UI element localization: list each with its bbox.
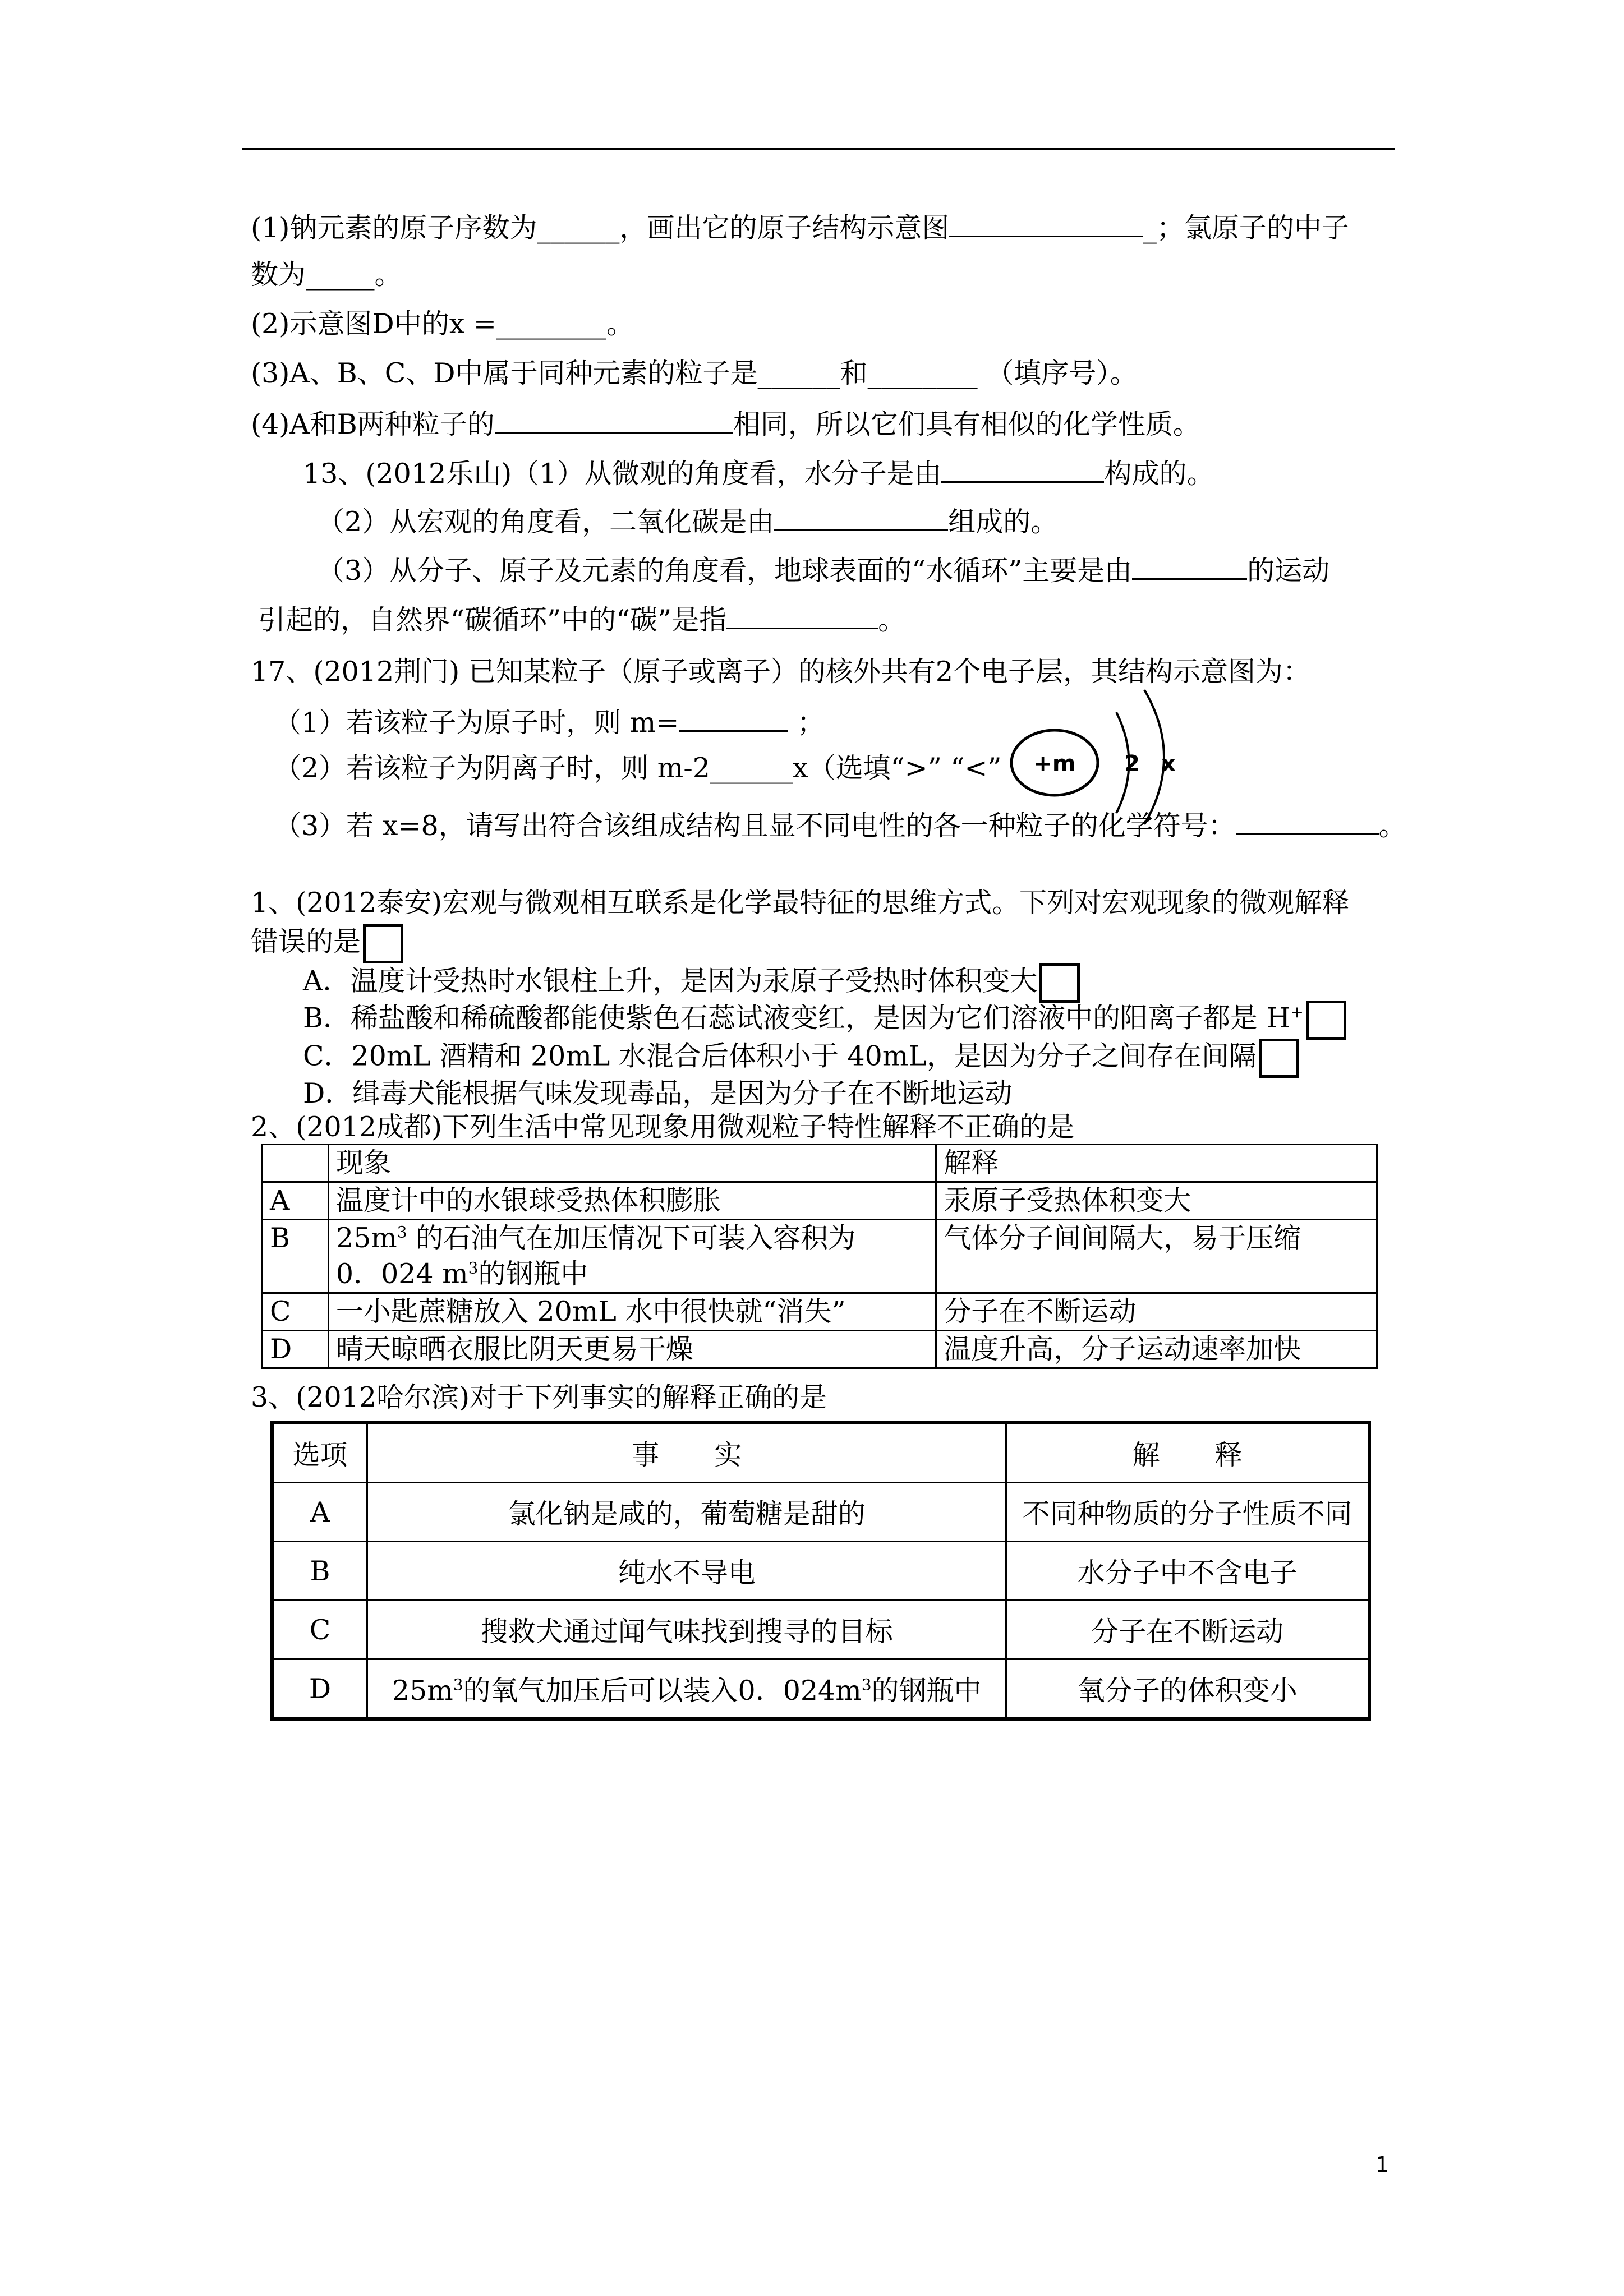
q17-line-4: （3）若 x=8，请写出符合该组成结构且显不同电性的各一种粒子的化学符号： 。 xyxy=(274,808,1406,843)
q13-line-2: （2）从宏观的角度看，二氧化碳是由 组成的。 xyxy=(317,504,1058,539)
answer-blank[interactable] xyxy=(774,504,948,531)
phenomenon-cell: 温度计中的水银球受热体积膨胀 xyxy=(328,1182,936,1220)
q17-line-3: （2）若该粒子为阴离子时，则 m-2______x（选填“>” “<” xyxy=(274,752,1002,784)
q17-line-2: （1）若该粒子为原子时，则 m= ； xyxy=(274,704,825,740)
explanation-cell: 分子在不断运动 xyxy=(1006,1601,1369,1659)
answer-blank[interactable] xyxy=(949,210,1143,237)
table-row xyxy=(272,1542,1369,1601)
table-row xyxy=(263,1331,1377,1368)
q13-line-1: 13、(2012乐山)（1）从微观的角度看，水分子是由 构成的。 xyxy=(303,455,1214,491)
q1-line-2: 错误的是 xyxy=(251,924,403,963)
explanation-cell: 不同种物质的分子性质不同 xyxy=(1006,1483,1369,1542)
atomic-structure-diagram xyxy=(1010,687,1195,827)
option-cell: D xyxy=(263,1331,329,1368)
q13-line-4: 引起的，自然界“碳循环”中的“碳”是指 。 xyxy=(258,602,905,637)
nucleus-charge-label: +m xyxy=(1033,751,1076,777)
table-header-cell: 选项 xyxy=(272,1423,367,1483)
table-header-cell: 解 释 xyxy=(1006,1423,1369,1483)
q3-table xyxy=(270,1421,1371,1721)
answer-box[interactable] xyxy=(1306,1001,1346,1040)
q1-option-b: B．稀盐酸和稀硫酸都能使紫色石蕊试液变红，是因为它们溶液中的阳离子都是 H+ xyxy=(303,1001,1346,1040)
table-row xyxy=(263,1293,1377,1331)
q17-line-1: 17、(2012荆门) 已知某粒子（原子或离子）的核外共有2个电子层，其结构示意图为： xyxy=(251,656,1311,688)
answer-box[interactable] xyxy=(1259,1039,1299,1078)
explanation-cell: 汞原子受热体积变大 xyxy=(936,1182,1377,1220)
q12-line-3: (2)示意图D中的x =________。 xyxy=(251,308,634,340)
phenomenon-cell: 一小匙蔗糖放入 20mL 水中很快就“消失” xyxy=(328,1293,936,1331)
page-number: 1 xyxy=(1375,2152,1390,2177)
q1-line-1: 1、(2012泰安)宏观与微观相互联系是化学最特征的思维方式。下列对宏观现象的微观解释 xyxy=(251,887,1350,919)
q2-title: 2、(2012成都)下列生活中常见现象用微观粒子特性解释不正确的是 xyxy=(251,1111,1075,1143)
option-cell: C xyxy=(263,1293,329,1331)
fact-cell: $25m^3$的氧气加压后可以装入0．$024m^3$的钢瓶中 xyxy=(367,1659,1006,1719)
option-cell: D xyxy=(272,1659,367,1719)
q1-option-c: C．20mL 酒精和 20mL 水混合后体积小于 40mL，是因为分子之间存在间隔 xyxy=(303,1039,1299,1078)
fact-cell: 纯水不导电 xyxy=(367,1542,1006,1601)
header-rule xyxy=(242,148,1395,150)
fact-cell: 氯化钠是咸的，葡萄糖是甜的 xyxy=(367,1483,1006,1542)
explanation-cell: 水分子中不含电子 xyxy=(1006,1542,1369,1601)
answer-blank[interactable] xyxy=(726,602,878,629)
answer-box[interactable] xyxy=(1039,963,1080,1003)
explanation-cell: 分子在不断运动 xyxy=(936,1293,1377,1331)
table-row xyxy=(272,1659,1369,1719)
answer-blank[interactable] xyxy=(495,406,733,434)
table-header-row xyxy=(272,1423,1369,1483)
option-cell: B xyxy=(272,1542,367,1601)
answer-box[interactable] xyxy=(363,924,403,963)
option-cell: A xyxy=(272,1483,367,1542)
table-header-cell: 事 实 xyxy=(367,1423,1006,1483)
table-header-cell: 现象 xyxy=(328,1145,936,1182)
phenomenon-cell: 晴天晾晒衣服比阴天更易干燥 xyxy=(328,1331,936,1368)
q12-line-5: (4)A和B两种粒子的 相同，所以它们具有相似的化学性质。 xyxy=(251,406,1200,441)
table-row xyxy=(263,1182,1377,1220)
answer-blank[interactable] xyxy=(1132,552,1247,580)
q12-line-1: (1)钠元素的原子序数为______，画出它的原子结构示意图 _；氯原子的中子 xyxy=(251,210,1349,245)
option-cell: C xyxy=(272,1601,367,1659)
q1-option-a: A．温度计受热时水银柱上升，是因为汞原子受热时体积变大 xyxy=(303,963,1080,1003)
answer-blank[interactable] xyxy=(1236,808,1379,835)
shell-2-electrons: x xyxy=(1161,751,1176,777)
answer-blank[interactable] xyxy=(679,704,788,732)
shell-1-electrons: 2 xyxy=(1124,751,1140,777)
explanation-cell: 气体分子间间隔大，易于压缩 xyxy=(936,1220,1377,1293)
phenomenon-cell: $25m^3$ 的石油气在加压情况下可装入容积为 0．024 $m^3$的钢瓶中 xyxy=(328,1220,936,1293)
table-header-cell xyxy=(263,1145,329,1182)
explanation-cell: 温度升高，分子运动速率加快 xyxy=(936,1331,1377,1368)
option-cell: B xyxy=(263,1220,329,1293)
q12-line-2: 数为_____。 xyxy=(251,259,402,291)
table-row xyxy=(263,1220,1377,1293)
q12-line-4: (3)A、B、C、D中属于同种元素的粒子是______和________ （填序号）。 xyxy=(251,357,1138,389)
q3-title: 3、(2012哈尔滨)对于下列事实的解释正确的是 xyxy=(251,1381,827,1413)
answer-blank[interactable] xyxy=(941,455,1104,483)
q13-line-3: （3）从分子、原子及元素的角度看，地球表面的“水循环”主要是由 的运动 xyxy=(317,552,1329,588)
option-cell: A xyxy=(263,1182,329,1220)
q1-option-d: D．缉毒犬能根据气味发现毒品，是因为分子在不断地运动 xyxy=(303,1077,1013,1109)
explanation-cell: 氧分子的体积变小 xyxy=(1006,1659,1369,1719)
table-header-row xyxy=(263,1145,1377,1182)
table-header-cell: 解释 xyxy=(936,1145,1377,1182)
table-row xyxy=(272,1601,1369,1659)
q2-table xyxy=(261,1144,1378,1369)
table-row xyxy=(272,1483,1369,1542)
fact-cell: 搜救犬通过闻气味找到搜寻的目标 xyxy=(367,1601,1006,1659)
